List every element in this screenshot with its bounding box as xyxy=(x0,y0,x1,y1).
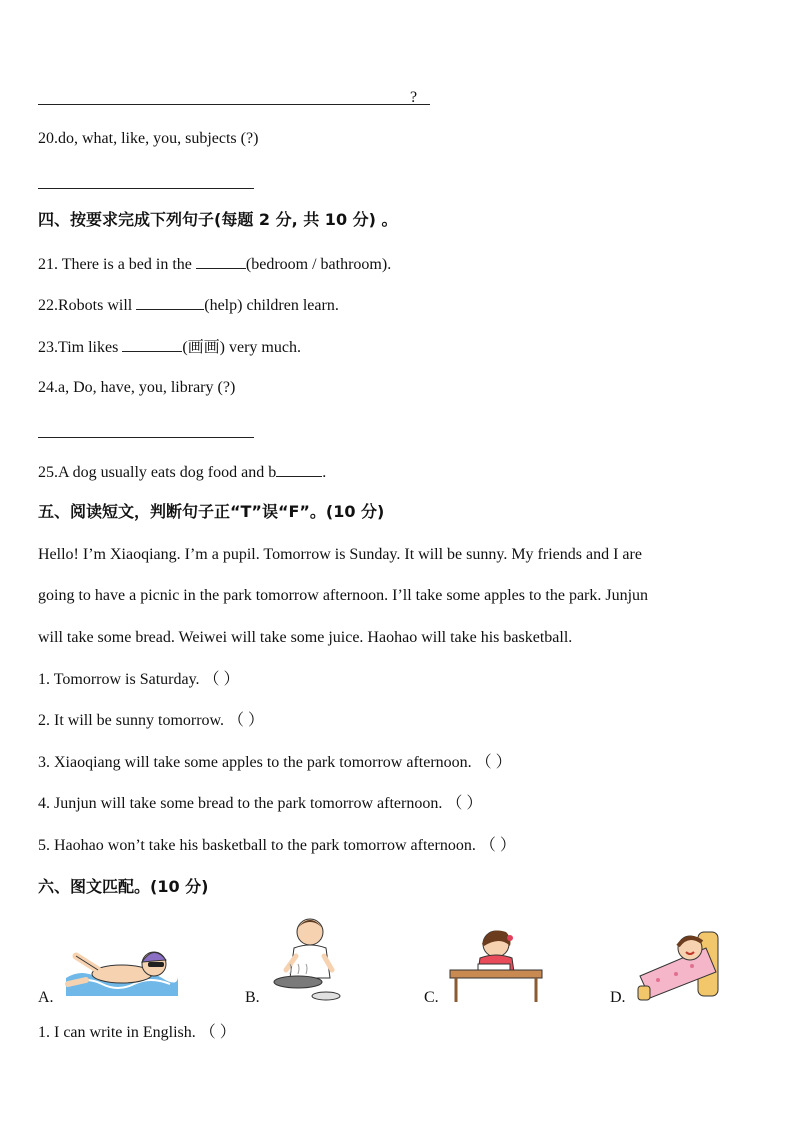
question-25-stem: 25.A dog usually eats dog food and b xyxy=(38,464,277,481)
blank-22[interactable] xyxy=(136,295,204,310)
answer-line-19[interactable] xyxy=(38,104,430,105)
passage-line-1: Hello! I’m Xiaoqiang. I’m a pupil. Tomorrow is Sunday. It will be sunny. My friends and I are xyxy=(38,546,642,563)
picture-label-a: A. xyxy=(38,989,54,1006)
question-21 xyxy=(38,254,391,275)
passage-line-3: will take some bread. Weiwei will take some juice. Haohao will take his basketball. xyxy=(38,629,573,646)
answer-line-20[interactable] xyxy=(38,188,254,189)
question-22 xyxy=(38,295,339,316)
blank-21[interactable] xyxy=(196,254,246,269)
question-22-stem: 22.Robots will xyxy=(38,297,137,314)
judge-item-1[interactable]: 1. Tomorrow is Saturday. （ ） xyxy=(38,671,240,688)
judge-item-2[interactable]: 2. It will be sunny tomorrow. （ ） xyxy=(38,712,265,729)
question-23 xyxy=(38,337,301,358)
section-5-title: 五、阅读短文，判断句子正“T”误“F”。(10 分) xyxy=(38,502,385,521)
blank-23[interactable] xyxy=(122,337,182,352)
question-25-end: . xyxy=(322,464,327,481)
swimming-boy-icon xyxy=(62,934,180,1000)
blank-25[interactable] xyxy=(276,462,322,477)
passage-line-2: going to have a picnic in the park tomorrow afternoon. I’ll take some apples to the park. Junjun xyxy=(38,587,649,604)
question-22-hint: (help) children learn. xyxy=(204,297,339,314)
question-23-stem: 23.Tim likes xyxy=(38,339,123,356)
judge-item-3[interactable]: 3. Xiaoqiang will take some apples to the park tomorrow afternoon. （ ） xyxy=(38,754,512,771)
picture-label-c: C. xyxy=(424,989,439,1006)
answer-line-24[interactable] xyxy=(38,437,254,438)
picture-label-b: B. xyxy=(245,989,260,1006)
cooking-girl-icon xyxy=(268,912,346,1004)
picture-label-d: D. xyxy=(610,989,626,1006)
answer-question-mark: ? xyxy=(410,89,418,106)
question-20: 20.do, what, like, you, subjects (?) xyxy=(38,130,259,147)
question-24: 24.a, Do, have, you, library (?) xyxy=(38,379,236,396)
question-25 xyxy=(38,462,326,483)
match-question-1[interactable]: 1. I can write in English. （ ） xyxy=(38,1024,236,1041)
judge-item-5[interactable]: 5. Haohao won’t take his basketball to the park tomorrow afternoon. （ ） xyxy=(38,837,516,854)
question-23-hint: (画画) very much. xyxy=(182,339,301,356)
section-6-title: 六、图文匹配。(10 分) xyxy=(38,877,209,896)
question-21-stem: 21. There is a bed in the xyxy=(38,256,196,273)
question-21-hint: (bedroom / bathroom). xyxy=(245,256,392,273)
sick-in-bed-icon xyxy=(636,928,722,1002)
judge-item-4[interactable]: 4. Junjun will take some bread to the park tomorrow afternoon. （ ） xyxy=(38,795,483,812)
section-4-title: 四、按要求完成下列句子(每题 2 分, 共 10 分) 。 xyxy=(38,210,398,229)
writing-girl-icon xyxy=(448,924,546,1004)
